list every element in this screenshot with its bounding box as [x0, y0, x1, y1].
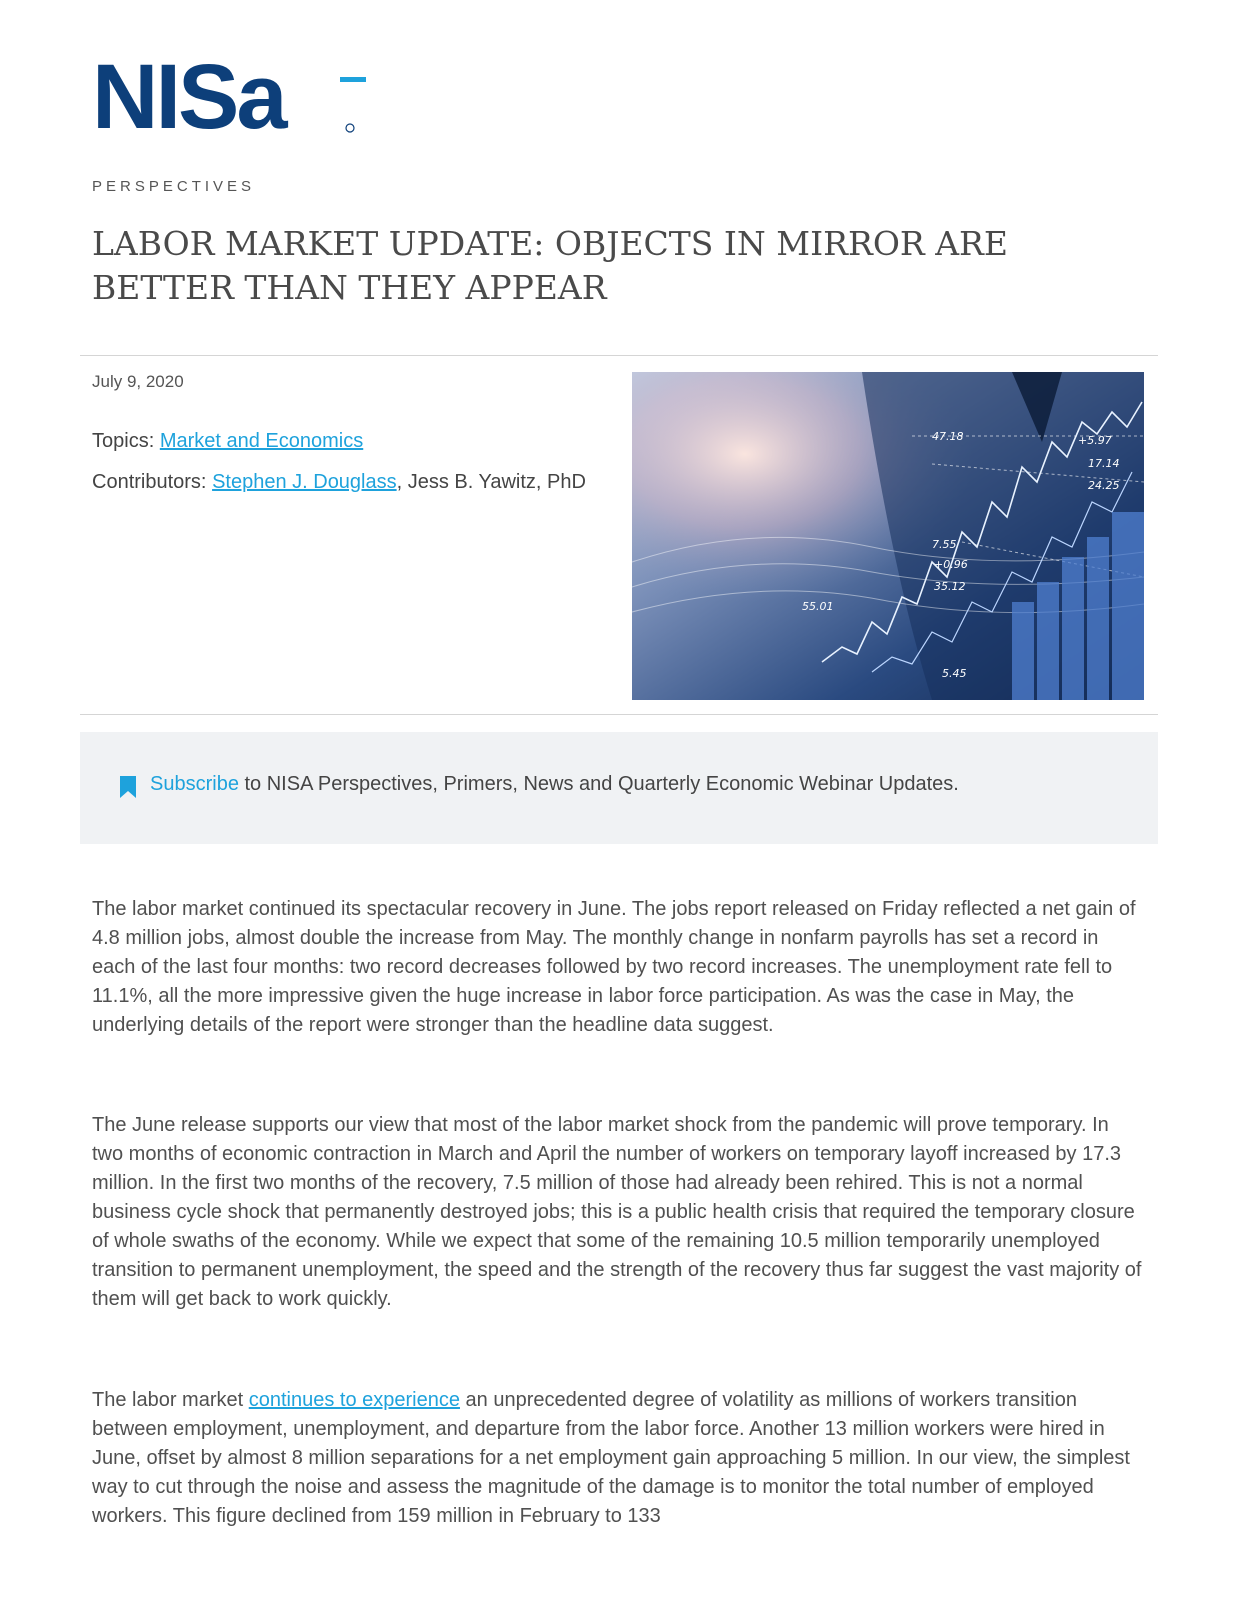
- contributors-label: Contributors:: [92, 471, 207, 493]
- hero-label-8: 55.01: [802, 600, 834, 613]
- hero-label-2: +5.97: [1078, 434, 1112, 447]
- hero-label-4: 24.25: [1088, 479, 1120, 492]
- body-paragraph-3: [92, 1386, 1142, 1531]
- subscribe-link[interactable]: Subscribe: [150, 773, 239, 795]
- registered-mark-icon: [346, 124, 354, 132]
- hero-label-9: 5.45: [942, 667, 967, 680]
- contributor-link-douglass[interactable]: Stephen J. Douglass: [212, 471, 397, 493]
- logo-text: NISa: [92, 50, 285, 140]
- topics-label: Topics:: [92, 430, 155, 452]
- body-paragraph-1: The labor market continued its spectacular recovery in June. The jobs report released on Friday reflected a net gain of 4.8 million jobs, almost double the increase from May. The monthly change in nonfarm payrolls has set a record in each of the last four months: two record decreases followed by two record increases. The unemployment rate fell to 11.1%, all the more impressive given the huge increase in labor force participation. As was the case in May, the underlying details of the report were stronger than the headline data suggest.: [92, 898, 1136, 1036]
- nisa-logo[interactable]: [92, 50, 382, 140]
- bookmark-icon: [120, 776, 136, 798]
- subscribe-description: to NISA Perspectives, Primers, News and Quarterly Economic Webinar Updates.: [238, 773, 959, 795]
- section-label: PERSPECTIVES: [92, 178, 256, 195]
- hero-label-7: 35.12: [934, 580, 966, 593]
- topics-line: [92, 427, 592, 456]
- publish-date: July 9, 2020: [92, 372, 184, 391]
- subscribe-text: [150, 773, 959, 796]
- continues-to-experience-link[interactable]: continues to experience: [248, 1389, 460, 1411]
- p3-intro: The labor market: [92, 1389, 249, 1411]
- page-title: LABOR MARKET UPDATE: OBJECTS IN MIRROR ARE BETTER THAN THEY APPEAR: [92, 224, 1008, 307]
- logo-accent-bar: [340, 77, 366, 82]
- topic-link-market-economics[interactable]: Market and Economics: [159, 430, 364, 452]
- hero-label-1: 47.18: [932, 430, 964, 443]
- contributors-line: [92, 468, 592, 497]
- contributor-others: , Jess B. Yawitz, PhD: [396, 471, 586, 493]
- stock-chart-image: [632, 372, 1144, 700]
- divider-top: [80, 355, 1158, 356]
- divider-bottom: [80, 714, 1158, 715]
- body-paragraph-2: The June release supports our view that most of the labor market shock from the pandemic will prove temporary. In two months of economic contraction in March and April the number of workers on temporary layoff increased by 17.3 million. In the first two months of the recovery, 7.5 million of those had already been rehired. This is not a normal business cycle shock that permanently destroyed jobs; this is a public health crisis that required the temporary closure of whole swaths of the economy. While we expect that some of the remaining 10.5 million temporarily unemployed transition to permanent unemployment, the speed and the strength of the recovery thus far suggest the vast majority of them will get back to work quickly.: [92, 1114, 1142, 1310]
- hero-label-5: 7.55: [932, 538, 957, 551]
- hero-label-3: 17.14: [1088, 457, 1120, 470]
- p3-rest: an unprecedented degree of volatility as millions of workers transition between employment, unemployment, and departure from the labor force. Another 13 million workers were hired in June, offset by almost 8 million separations for a net employment gain approaching 5 million. In our view, the simplest way to cut through the noise and assess the magnitude of the damage is to monitor the total number of employed workers. This figure declined from 159 million in February to 133: [92, 1389, 1130, 1527]
- hero-label-6: +0.96: [934, 558, 968, 571]
- subscribe-banner: [80, 732, 1158, 844]
